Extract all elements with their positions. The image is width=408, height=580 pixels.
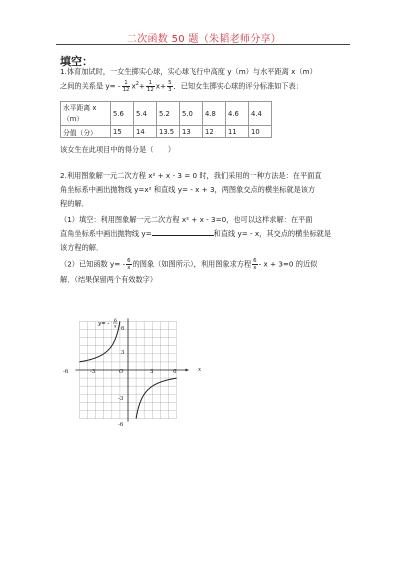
table-cell: 13.5: [157, 126, 180, 138]
q1-frac-2: [146, 80, 155, 93]
graph-function-label-pre: y= -: [98, 321, 110, 327]
q1-frac-2-num: 1: [146, 80, 155, 87]
q2-sub2-frac-num: 6: [127, 258, 131, 264]
section-heading: 填空：: [60, 55, 93, 68]
q2-sub2-frac-den: x: [127, 265, 131, 271]
x-axis-arrow: [186, 369, 189, 372]
q1-x-mid: x+: [155, 81, 167, 91]
q2-sub2-frac: [126, 258, 131, 271]
q2-sub2-pre: （2）已知函数 y= -: [60, 259, 126, 269]
table-cell: 5.0: [180, 102, 203, 126]
x-axis-label: x: [198, 367, 202, 373]
origin-label: O: [119, 369, 124, 375]
y-tick-label: -6: [118, 422, 124, 428]
table-cell: 14: [134, 126, 157, 138]
x-tick-label: -3: [90, 369, 96, 375]
score-table: [60, 101, 272, 138]
q1-frac-3-num: 5: [168, 80, 172, 86]
q2-sub2-frac2-den: x: [253, 265, 257, 271]
q1-x2: x: [131, 81, 136, 91]
q1-frac-1: [122, 80, 131, 93]
q2-line1: 2.利用图象解一元二次方程 x² + x - 3 = 0 时，我们采用的一种方法是：在平面直: [60, 171, 322, 180]
table-cell: 13: [180, 126, 203, 138]
table-header-cell: 分值（分）: [61, 126, 111, 138]
q1-frac-1-den: 12: [122, 87, 130, 93]
q1-line2-post: ．已知女生掷实心球的评分标准如下表：: [173, 81, 303, 91]
q1-line2: [60, 80, 350, 93]
table-cell: 11: [226, 126, 249, 138]
q1-frac-2-den: 12: [146, 87, 154, 93]
q1-plus: +: [138, 81, 145, 91]
q1-frac-3-den: 3: [168, 87, 172, 93]
x-tick-label: 3: [150, 369, 154, 375]
q1-tail: 该女生在此项目中的得分是（ ）: [60, 145, 176, 154]
q1-line1: 1.体育加试时，一女生掷实心球，实心球飞行中高度 y（m）与水平距离 x（m）: [60, 67, 317, 76]
q2-sub2-post: - x + 3=0 的近似: [258, 259, 318, 269]
table-cell: 5.6: [111, 102, 134, 126]
answer-blank[interactable]: [152, 235, 214, 236]
table-cell: 10: [249, 126, 272, 138]
table-header-line2: （m）: [63, 114, 84, 123]
graph-function-den: x: [114, 324, 117, 330]
q2-sub1-line1: （1）填空：利用图象解一元二次方程 x² + x - 3=0，也可以这样求解：在平面: [60, 215, 313, 224]
q1-square: 2: [135, 81, 139, 88]
table-row: [61, 102, 272, 126]
q2-sub2-mid: 的图象（如图所示），利用图象求方程: [132, 259, 252, 269]
table-cell: 5.2: [157, 102, 180, 126]
q2-line3: 程的解．: [60, 199, 89, 208]
table-cell: 4.6: [226, 102, 249, 126]
y-tick-label: -3: [118, 396, 124, 402]
q2-sub2-frac2-num: 6: [253, 258, 257, 264]
x-tick-label: 6: [173, 369, 177, 375]
title-underline: [56, 44, 350, 45]
hyperbola-branch-right: [136, 378, 177, 419]
table-cell: 4.8: [203, 102, 226, 126]
table-header-cell: [61, 102, 111, 126]
q1-frac-1-num: 1: [122, 80, 131, 87]
q2-line2: 角坐标系中画出抛物线 y=x² 和直线 y= - x + 3，两图象交点的横坐标就是该方: [60, 185, 316, 194]
coordinate-graph: [60, 315, 210, 440]
table-cell: 5.4: [134, 102, 157, 126]
q1-line2-pre: 之间的关系是 y= -: [60, 81, 121, 91]
q1-frac-3: [167, 80, 172, 93]
graph-function-num: 6: [114, 319, 117, 324]
table-header-line1: 水平距离 x: [63, 103, 97, 112]
document-title: 二次函数 50 题（朱韬老师分享）: [126, 34, 282, 45]
table-cell: 4.4: [249, 102, 272, 126]
y-tick-label: 3: [121, 350, 125, 356]
table-row: [61, 126, 272, 138]
q2-sub1-line2-post: 和直线 y= - x，其交点的横坐标就是: [213, 229, 332, 238]
q2-sub1-line2-pre: 直角坐标系中画出抛物线 y=: [60, 229, 152, 238]
x-tick-label: -6: [63, 369, 69, 375]
table-cell: 15: [111, 126, 134, 138]
y-tick-label: 6: [121, 326, 125, 332]
q2-sub2-line2: 解．（结果保留两个有效数字）: [60, 275, 158, 284]
q2-sub1-line2: [60, 228, 350, 241]
table-cell: 12: [203, 126, 226, 138]
q2-sub1-line3: 该方程的解．: [60, 243, 104, 252]
